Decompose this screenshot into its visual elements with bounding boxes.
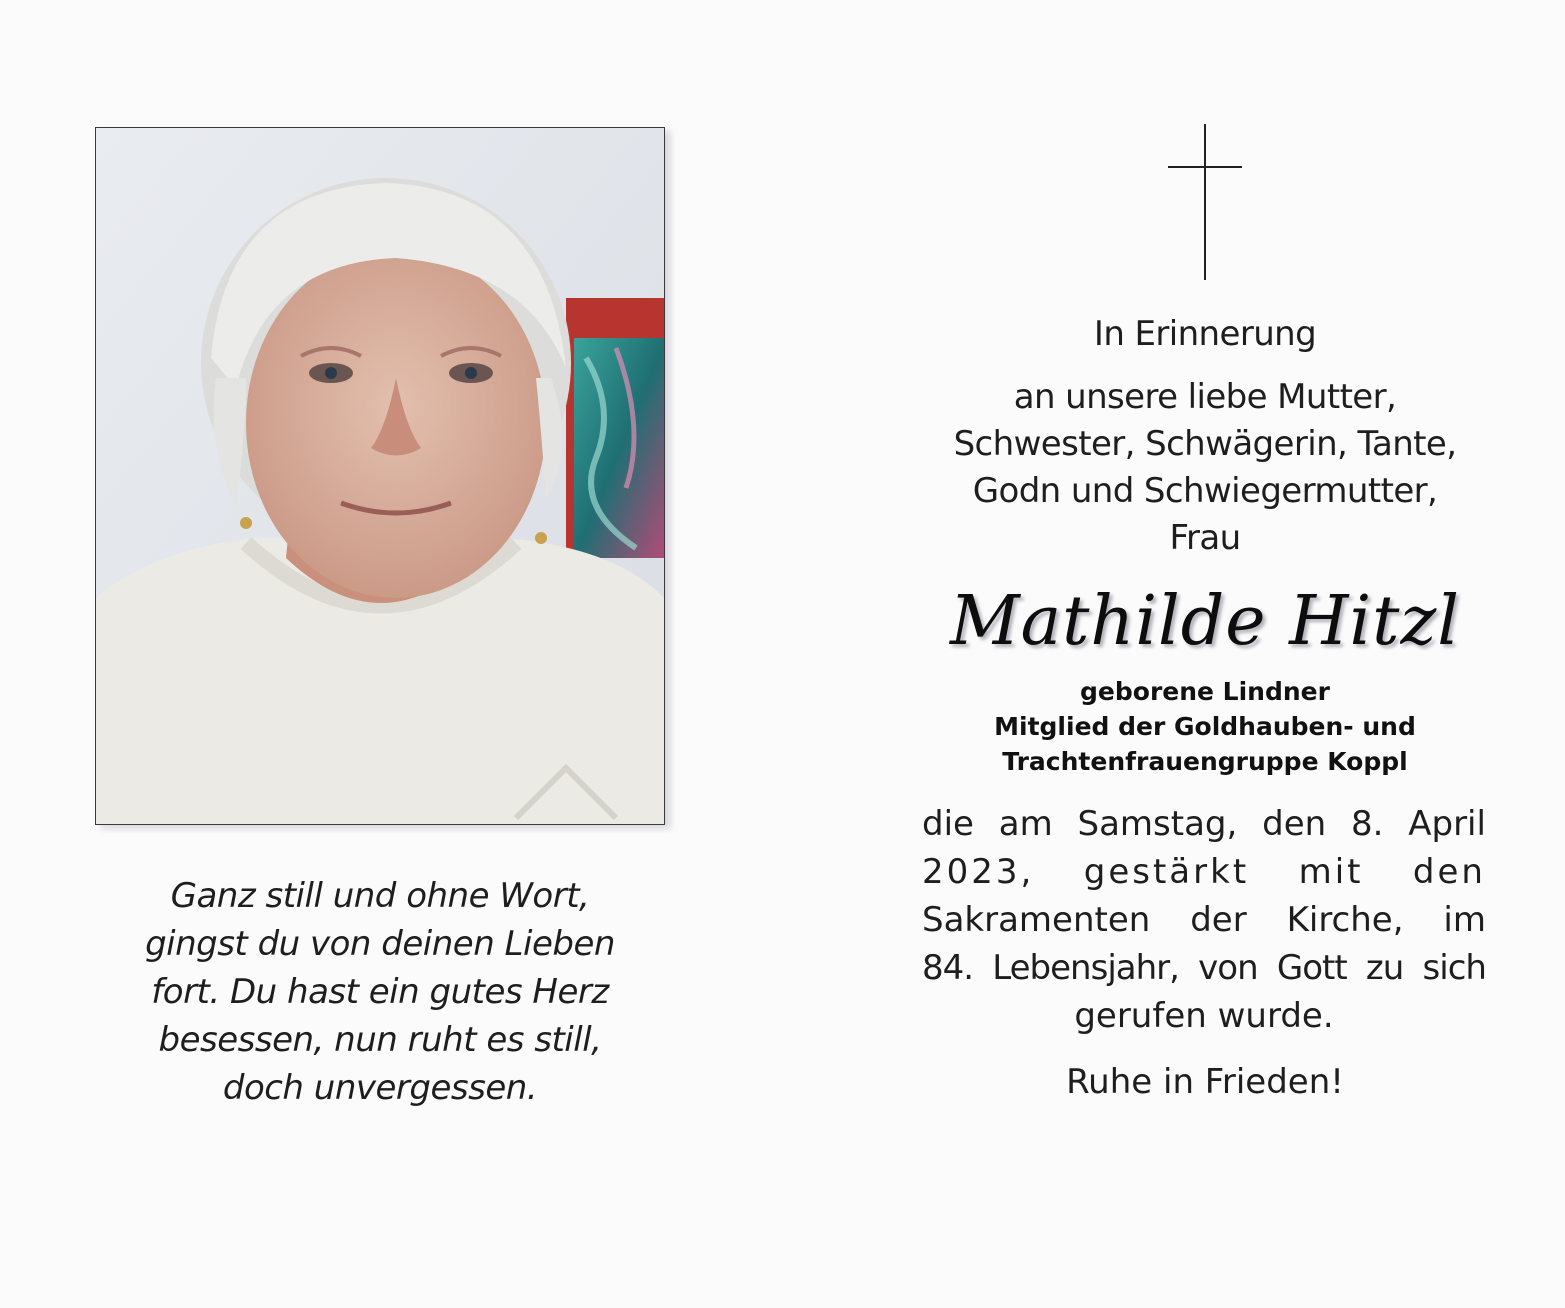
death-notice-last-line: gerufen wurde. [1074, 996, 1334, 1036]
memorial-verse [95, 872, 665, 1112]
verse-line: gingst du von deinen Lieben [145, 924, 615, 964]
details-line: geborene Lindner [1080, 677, 1330, 706]
death-notice [922, 800, 1486, 1040]
deceased-name: Mathilde Hitzl [949, 582, 1461, 661]
word: Kirche, [1286, 900, 1404, 940]
word: den [1262, 804, 1327, 844]
word: am [998, 804, 1053, 844]
word: im [1443, 900, 1486, 940]
death-notice-line [922, 896, 1486, 944]
word: den [1412, 852, 1486, 892]
word: der [1190, 900, 1247, 940]
intro-line: an unsere liebe Mutter, [1013, 377, 1397, 417]
death-notice-line [922, 800, 1486, 848]
verse-line: doch unvergessen. [222, 1068, 538, 1108]
portrait-illustration [96, 128, 664, 824]
word: mit [1298, 852, 1364, 892]
word: 8. [1350, 804, 1384, 844]
word: 2023, [922, 852, 1035, 892]
word: Samstag, [1077, 804, 1238, 844]
closing-blessing: Ruhe in Frieden! [1066, 1062, 1344, 1102]
verse-line: Ganz still und ohne Wort, [170, 876, 590, 916]
death-notice-line [922, 848, 1486, 896]
death-notice-line [922, 944, 1486, 992]
remembrance-intro [905, 310, 1505, 562]
intro-heading: In Erinnerung [1093, 314, 1317, 354]
word: zu [1365, 948, 1404, 988]
details-line: Mitglied der Goldhauben- und [994, 712, 1416, 741]
details-line: Trachtenfrauengruppe Koppl [1002, 747, 1408, 776]
word: von [1198, 948, 1258, 988]
word: April [1408, 804, 1486, 844]
word: Lebensjahr, [992, 948, 1179, 988]
word: 84. [922, 948, 974, 988]
word: gestärkt [1083, 852, 1250, 892]
intro-line: Godn und Schwiegermutter, [972, 471, 1438, 511]
cross-icon [1168, 124, 1242, 280]
verse-line: besessen, nun ruht es still, [158, 1020, 602, 1060]
verse-line: fort. Du hast ein gutes Herz [151, 972, 609, 1012]
word: die [922, 804, 974, 844]
deceased-details [905, 674, 1505, 779]
portrait-photo [95, 127, 665, 825]
intro-line: Schwester, Schwägerin, Tante, [953, 424, 1457, 464]
word: sich [1422, 948, 1486, 988]
intro-line: Frau [1169, 518, 1241, 558]
word: Sakramenten [922, 900, 1151, 940]
word: Gott [1276, 948, 1347, 988]
